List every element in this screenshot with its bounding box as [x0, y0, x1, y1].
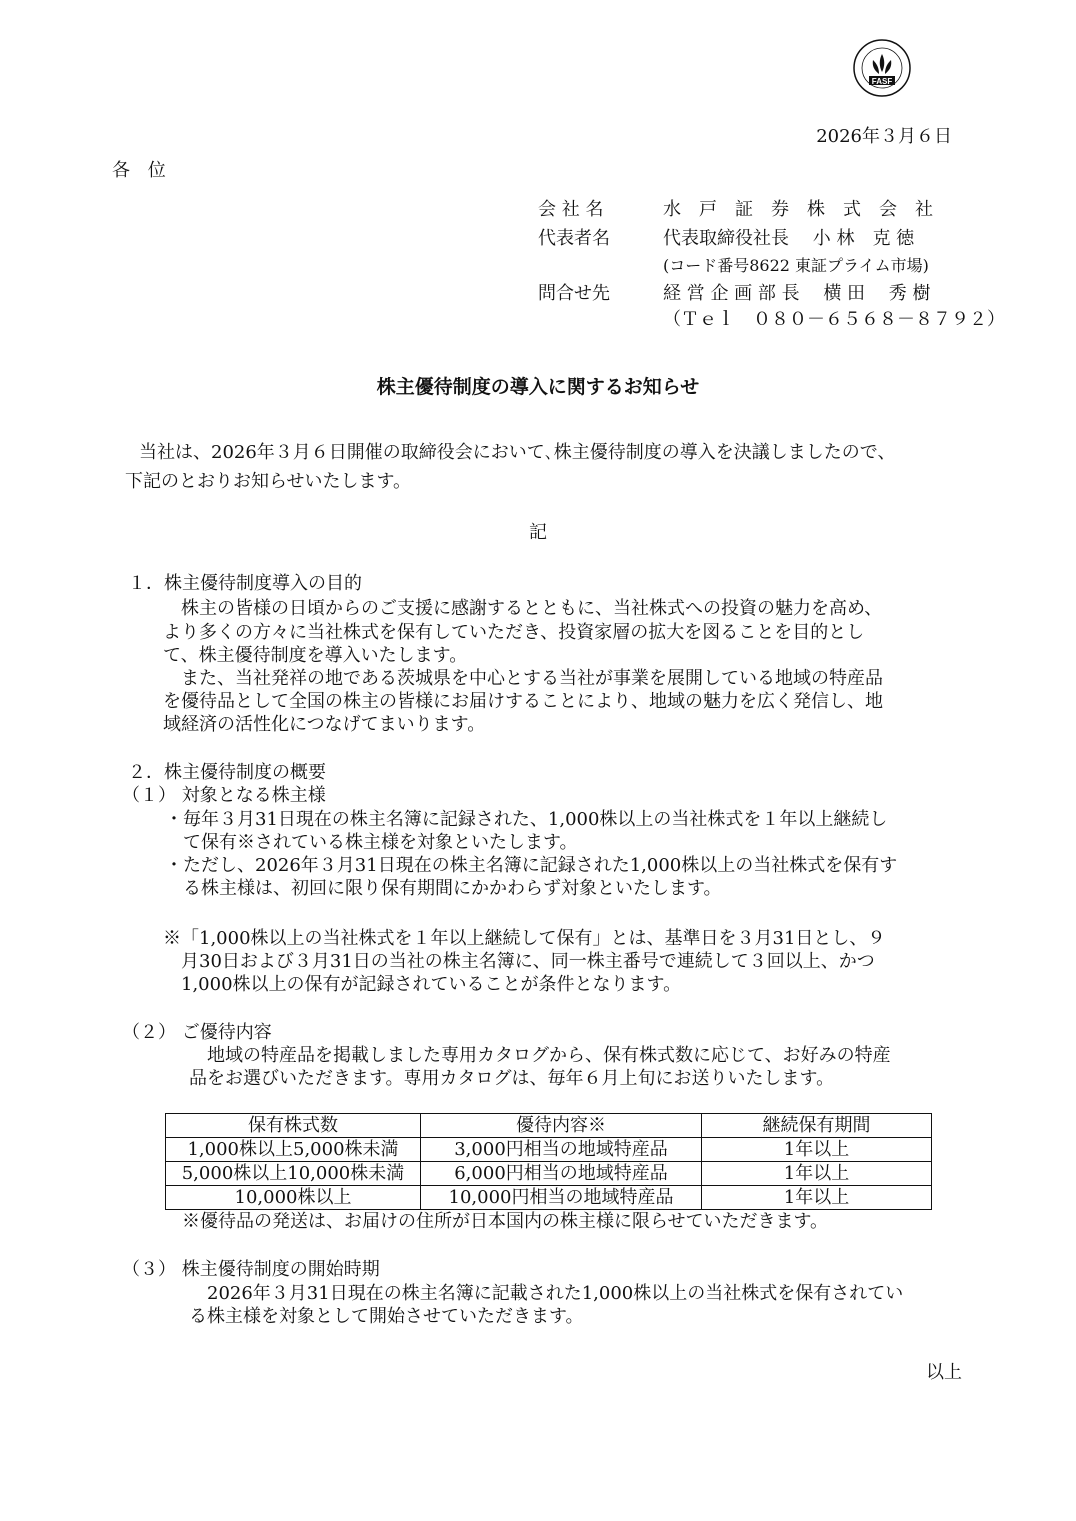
company-name-label: 会 社 名 — [538, 199, 604, 220]
bullet-line: ・毎年３月31日現在の株主名簿に記録された、1,000株以上の当社株式を１年以上継続し — [165, 809, 888, 830]
table-note: ※優待品の発送は、お届けの住所が日本国内の株主様に限らせていただきます。 — [182, 1211, 829, 1232]
contact-tel: （Ｔｅｌ ０８０－６５６８－８７９２） — [663, 309, 1005, 330]
table-cell: 6,000円相当の地域特産品 — [421, 1162, 702, 1186]
logo-text: FASF — [871, 77, 893, 86]
sub3-line: 2026年３月31日現在の株主名簿に記載された1,000株以上の当社株式を保有されてい — [189, 1283, 904, 1304]
stock-code: (コード番号8622 東証プライム市場) — [663, 256, 929, 275]
table-row — [166, 1186, 932, 1210]
representative-value: 代表取締役社長 小 林 克 徳 — [663, 228, 915, 249]
fasf-logo — [852, 38, 912, 98]
sub3-heading: （３） 株主優待制度の開始時期 — [122, 1259, 380, 1280]
bullet-line: ・ただし、2026年３月31日現在の株主名簿に記録された1,000株以上の当社株式を保有す — [165, 855, 898, 876]
benefit-table — [165, 1113, 932, 1210]
addressee: 各 位 — [112, 160, 172, 181]
table-cell: 10,000株以上 — [166, 1186, 421, 1210]
table-cell: 1,000株以上5,000株未満 — [166, 1138, 421, 1162]
bullet-line: る株主様は、初回に限り保有期間にかかわらず対象といたします。 — [165, 878, 722, 899]
ki-marker: 記 — [529, 522, 547, 543]
table-header: 継続保有期間 — [702, 1114, 932, 1138]
sub1-heading: （１） 対象となる株主様 — [122, 785, 326, 806]
table-header: 優待内容※ — [421, 1114, 702, 1138]
table-header: 保有株式数 — [166, 1114, 421, 1138]
table-row — [166, 1138, 932, 1162]
sub3-line: る株主様を対象として開始させていただきます。 — [189, 1306, 584, 1327]
page-title: 株主優待制度の導入に関するお知らせ — [376, 376, 700, 398]
contact-value: 経 営 企 画 部 長 横 田 秀 樹 — [663, 283, 931, 304]
sub2-line: 品をお選びいただきます。専用カタログは、毎年６月上旬にお送りいたします。 — [189, 1068, 835, 1089]
document-date: 2026年３月６日 — [816, 126, 952, 147]
fasf-logo-icon — [852, 38, 912, 98]
table-cell: 10,000円相当の地域特産品 — [421, 1186, 702, 1210]
note-line: 月30日および３月31日の当社の株主名簿に、同一株主番号で連続して３回以上、かつ — [163, 951, 875, 972]
note-line: 1,000株以上の保有が記録されていることが条件となります。 — [163, 974, 682, 995]
section1-line: また、当社発祥の地である茨城県を中心とする当社が事業を展開している地域の特産品 — [163, 668, 883, 689]
table-cell: 1年以上 — [702, 1186, 932, 1210]
intro-line: 下記のとおりお知らせいたします。 — [125, 471, 412, 492]
section1-line: 株主の皆様の日頃からのご支援に感謝するとともに、当社株式への投資の魅力を高め、 — [163, 598, 883, 619]
end-marker: 以上 — [926, 1362, 962, 1383]
sub2-line: 地域の特産品を掲載しました専用カタログから、保有株式数に応じて、お好みの特産 — [189, 1045, 891, 1066]
section2-heading: ２．株主優待制度の概要 — [128, 762, 326, 783]
section1-line: より多くの方々に当社株式を保有していただき、投資家層の拡大を図ることを目的とし — [163, 622, 865, 643]
table-cell: 3,000円相当の地域特産品 — [421, 1138, 702, 1162]
section1-line: 域経済の活性化につなげてまいります。 — [163, 714, 486, 735]
representative-label: 代表者名 — [538, 228, 610, 249]
bullet-line: て保有※されている株主様を対象といたします。 — [165, 832, 578, 853]
intro-line: 当社は、2026年３月６日開催の取締役会において､株主優待制度の導入を決議しましたので、 — [139, 442, 896, 463]
table-cell: 1年以上 — [702, 1162, 932, 1186]
company-name-value: 水 戸 証 券 株 式 会 社 — [663, 199, 933, 220]
section1-line: を優待品として全国の株主の皆様にお届けすることにより、地域の魅力を広く発信し、地 — [163, 691, 883, 712]
sub2-heading: （２） ご優待内容 — [122, 1022, 272, 1043]
note-line: ※「1,000株以上の当社株式を１年以上継続して保有」とは、基準日を３月31日とし、９ — [163, 928, 886, 949]
table-cell: 1年以上 — [702, 1138, 932, 1162]
section1-line: て、株主優待制度を導入いたします。 — [163, 645, 468, 666]
table-header-row — [166, 1114, 932, 1138]
contact-label: 問合せ先 — [538, 283, 610, 304]
table-cell: 5,000株以上10,000株未満 — [166, 1162, 421, 1186]
table-row — [166, 1162, 932, 1186]
section1-heading: １．株主優待制度導入の目的 — [128, 573, 362, 594]
